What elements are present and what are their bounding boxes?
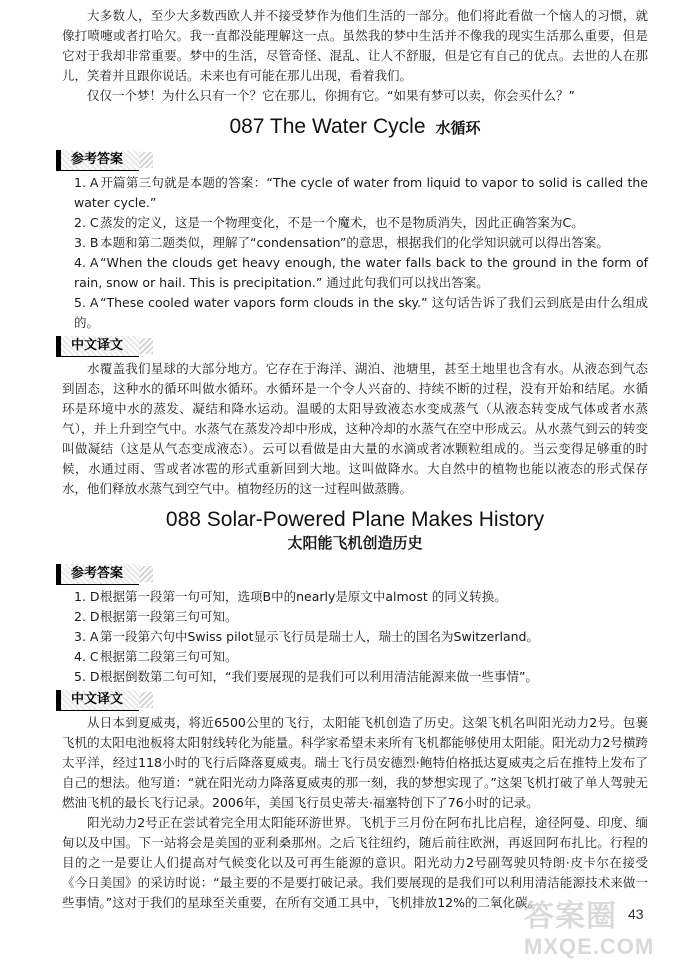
section-088-translation-paragraph-2: 阳光动力2号正在尝试着完全用太阳能环游世界。飞机于三月份在阿布扎比启程，途径阿曼、印度、缅甸以及中国。下一站将会是美国的亚利桑那州。之后飞往纽约，随后前往欧洲，再返回阿布扎比。行程的目的之一是要让人们提高对气候变化以及可再生能源的意识。阳光动力2号副驾驶贝特朗·皮卡尔在接受《今日美国》的采访时说：“最主要的不是要打破记录。我们要展现的是我们可以利用清洁能源技术来做一些事情。”这对于我们的星球至关重要，在所有交通工具中，飞机排放12%的二氧化碳。	[62, 815, 648, 910]
intro-paragraph-2: 仅仅一个梦！为什么只有一个？它在那儿，你拥有它。“如果有梦可以卖，你会买什么？”	[87, 88, 575, 103]
answer-item: 3. A 第一段第六句中Swiss pilot显示飞行员是瑞士人，瑞士的国名为Switzerland。	[74, 629, 539, 644]
intro-paragraph-1: 大多数人，至少大多数西欧人并不接受梦作为他们生活的一部分。他们将此看做一个恼人的习惯，就像打喷嚏或者打哈欠。我一直都没能理解这一点。虽然我的梦中生活并不像我的现实生活那么重要，但是它对于我却非常重要。梦中的生活，尽管奇怪、混乱、让人不舒服，但是它有自己的优点。去世的人在那儿，笑着并且跟你说话。未来也有可能在那儿出现，看着我们。	[62, 8, 648, 83]
section-088-title	[62, 507, 648, 533]
section-087-title-cn: 水循环	[435, 119, 481, 137]
section-087-translation-label: 中文译文	[56, 336, 139, 357]
answer-item: 3. B 本题和第二题类似，理解了“condensation”的意思，根据我们的化学知识就可以得出答案。	[74, 235, 609, 250]
answer-item: 5. D根据倒数第二句可知，“我们要展现的是我们可以利用清洁能源来做一些事情”。	[74, 669, 538, 684]
section-088-answers-label: 参考答案	[56, 564, 139, 585]
answer-item: 2. D根据第一段第三句可知。	[74, 609, 238, 624]
section-087-title-en: 087 The Water Cycle	[229, 115, 426, 138]
section-088-answers	[62, 587, 648, 687]
section-087-answers	[62, 173, 648, 333]
section-087-title	[62, 114, 648, 141]
page-number: 43	[628, 906, 644, 922]
answer-item: 4. C根据第二段第三句可知。	[74, 649, 238, 664]
answer-item: 4. A “When the clouds get heavy enough, the water falls back to the ground in the form of rain, snow or hail. This is precipitation.” 通过此句我们可以找出答案。	[74, 255, 648, 290]
section-087-translation: 水覆盖我们星球的大部分地方。它存在于海洋、湖泊、池塘里，甚至土地里也含有水。从液态到气态到固态，这种水的循环叫做水循环。水循环是一个令人兴奋的、持续不断的过程，没有开始和结尾。水循环是环境中水的蒸发、凝结和降水运动。温暖的太阳导致液态水变成蒸气（从液态转变成气体或者水蒸气），并上升到空气中。水蒸气在蒸发冷却中形成，这种冷却的水蒸气在空中形成云。从水蒸气到云的转变叫做凝结（这是从气态变成液态）。云可以看做是由大量的水滴或者冰颗粒组成的。当云变得足够重的时候，水通过雨、雪或者冰雹的形式重新回到大地。这叫做降水。大自然中的植物也能以液态的形式保存水，他们释放水蒸气到空气中。植物经历的这一过程叫做蒸腾。	[62, 361, 648, 496]
section-088-title-en: 088 Solar-Powered Plane Makes History	[165, 508, 545, 531]
answer-item: 1. A 开篇第三句就是本题的答案：“The cycle of water from liquid to vapor to solid is called the water cycle.”	[74, 175, 648, 210]
answer-item: 5. A “These cooled water vapors form clouds in the sky.” 这句话告诉了我们云到底是由什么组成的。	[74, 295, 648, 330]
section-087-answers-label: 参考答案	[56, 150, 139, 171]
section-088-translation-paragraph-1: 从日本到夏威夷，将近6500公里的飞行，太阳能飞机创造了历史。这架飞机名叫阳光动力2号。包裹飞机的太阳电池板将太阳射线转化为能量。科学家希望未来所有飞机都能够使用太阳能。阳光动力2号横跨太平洋，经过118小时的飞行后降落夏威夷。瑞士飞行员安德烈·鲍特伯格抵达夏威夷之后在推特上发布了自己的想法。他写道：“就在阳光动力降落夏威夷的那一刻，我的梦想实现了。”这架飞机打破了单人驾驶无燃油飞机的最长飞行记录。2006年，美国飞行员史蒂夫·福塞特创下了76小时的记录。	[62, 715, 648, 810]
watermark-logo: 答案圈 MXQE.COM	[524, 900, 655, 959]
answer-item: 1. D根据第一段第一句可知，选项B中的nearly是原文中almost 的同义转换。	[74, 589, 507, 604]
section-088-translation-label: 中文译文	[56, 690, 139, 711]
page-content	[62, 6, 648, 913]
answer-item: 2. C蒸发的定义，这是一个物理变化，不是一个魔术，也不是物质消失，因此正确答案为C。	[74, 215, 584, 230]
section-088-title-cn: 太阳能飞机创造历史	[287, 534, 423, 552]
